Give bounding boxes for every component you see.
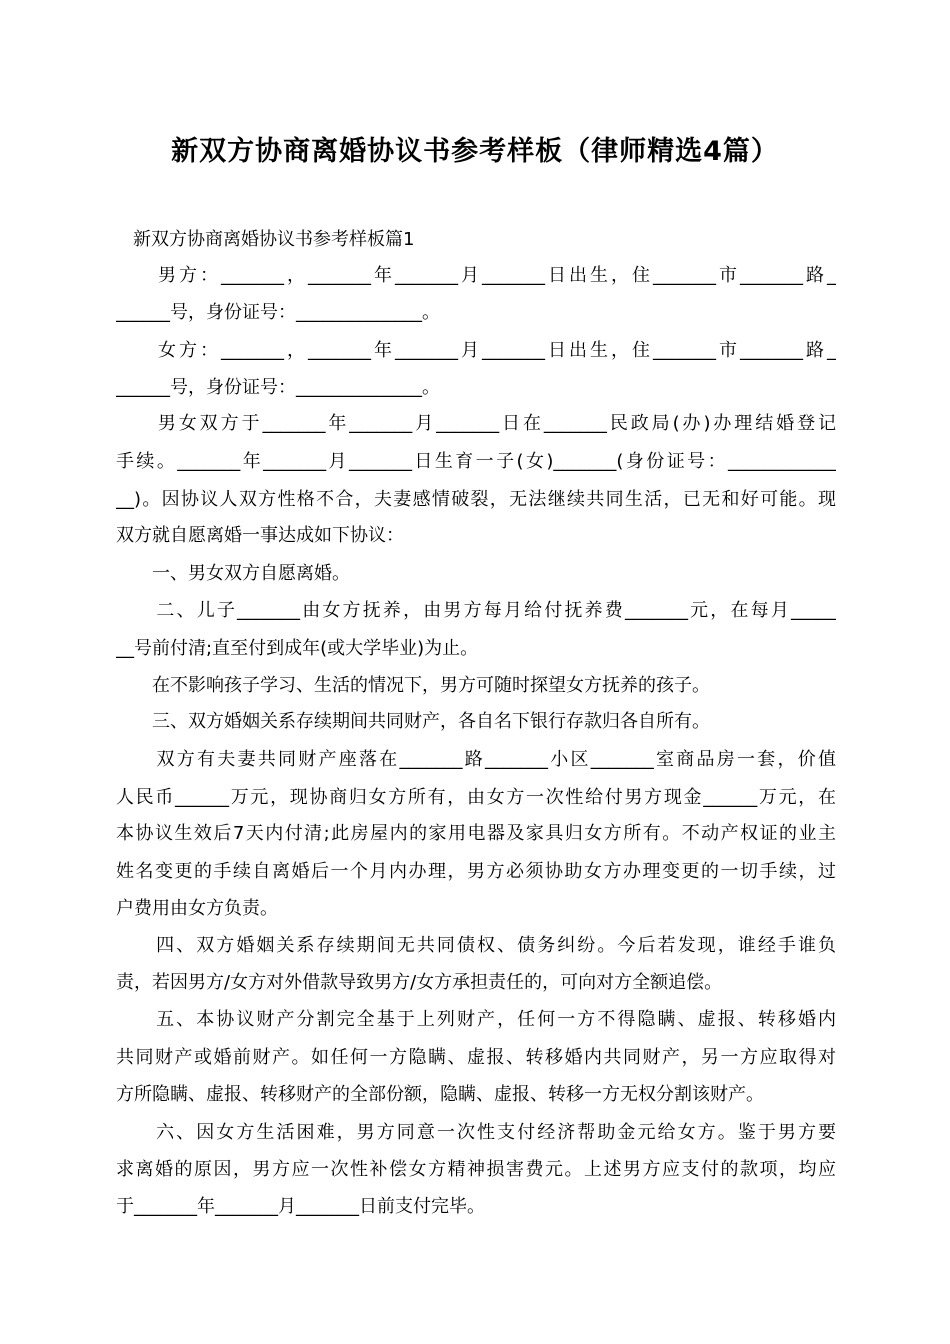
text-line: ______号，身份证号：______________。 bbox=[116, 377, 440, 398]
text-line: 双方就自愿离婚一事达成如下协议： bbox=[116, 525, 404, 546]
text-line: 手续。_______年_______月_______日生育一子(女)_______(身份证号：____________ bbox=[116, 451, 836, 472]
text-line: 于_______年_______月_______日前支付完毕。 bbox=[116, 1196, 485, 1217]
text-line: 方所隐瞒、虚报、转移财产的全部份额，隐瞒、虚报、转移一方无权分割该财产。 bbox=[116, 1084, 764, 1105]
text-line: 男女双方于_______年_______月_______日在_______民政局(办)办理结婚登记 bbox=[116, 413, 836, 434]
text-line: 女方：_______，_______年_______月_______日出生，住_______市_______路_ bbox=[116, 340, 836, 361]
text-line: 姓名变更的手续自离婚后一个月内办理，男方必须协助女方办理变更的一切手续，过 bbox=[116, 861, 836, 882]
text-line: ______号，身份证号：______________。 bbox=[116, 302, 440, 323]
section-heading: 新双方协商离婚协议书参考样板篇1 bbox=[133, 229, 415, 250]
text-line: 四、双方婚姻关系存续期间无共同债权、债务纠纷。今后若发现，谁经手谁负 bbox=[116, 935, 836, 956]
text-line: 户费用由女方负责。 bbox=[116, 898, 278, 919]
text-line: 人民币______万元，现协商归女方所有，由女方一次性给付男方现金______万元，在 bbox=[116, 787, 836, 808]
text-line: __号前付清;直至付到成年(或大学毕业)为止。 bbox=[116, 638, 479, 659]
text-line: 双方有夫妻共同财产座落在_______路_______小区_______室商品房一套，价值 bbox=[116, 749, 836, 770]
text-line: 在不影响孩子学习、生活的情况下，男方可随时探望女方抚养的孩子。 bbox=[116, 675, 710, 696]
text-line: 求离婚的原因，男方应一次性补偿女方精神损害费元。上述男方应支付的款项，均应 bbox=[116, 1159, 836, 1180]
text-line: 共同财产或婚前财产。如任何一方隐瞒、虚报、转移婚内共同财产，另一方应取得对 bbox=[116, 1047, 836, 1068]
text-line: 六、因女方生活困难，男方同意一次性支付经济帮助金元给女方。鉴于男方要 bbox=[116, 1122, 836, 1143]
text-line: __)。因协议人双方性格不合，夫妻感情破裂，无法继续共同生活，已无和好可能。现 bbox=[116, 489, 836, 510]
text-line: 责，若因男方/女方对外借款导致男方/女方承担责任的，可向对方全额追偿。 bbox=[116, 972, 723, 993]
text-line: 一、男女双方自愿离婚。 bbox=[116, 563, 350, 584]
text-line: 五、本协议财产分割完全基于上列财产，任何一方不得隐瞒、虚报、转移婚内 bbox=[116, 1009, 836, 1030]
text-line: 男方：_______，_______年_______月_______日出生，住_______市_______路_ bbox=[116, 265, 836, 286]
text-line: 三、双方婚姻关系存续期间共同财产，各自名下银行存款归各自所有。 bbox=[116, 711, 710, 732]
document-title: 新双方协商离婚协议书参考样板（律师精选4篇） bbox=[171, 136, 779, 167]
text-line: 二、儿子_______由女方抚养，由男方每月给付抚养费_______元，在每月_____ bbox=[116, 600, 836, 621]
text-line: 本协议生效后7天内付清;此房屋内的家用电器及家具归女方所有。不动产权证的业主 bbox=[116, 823, 836, 844]
